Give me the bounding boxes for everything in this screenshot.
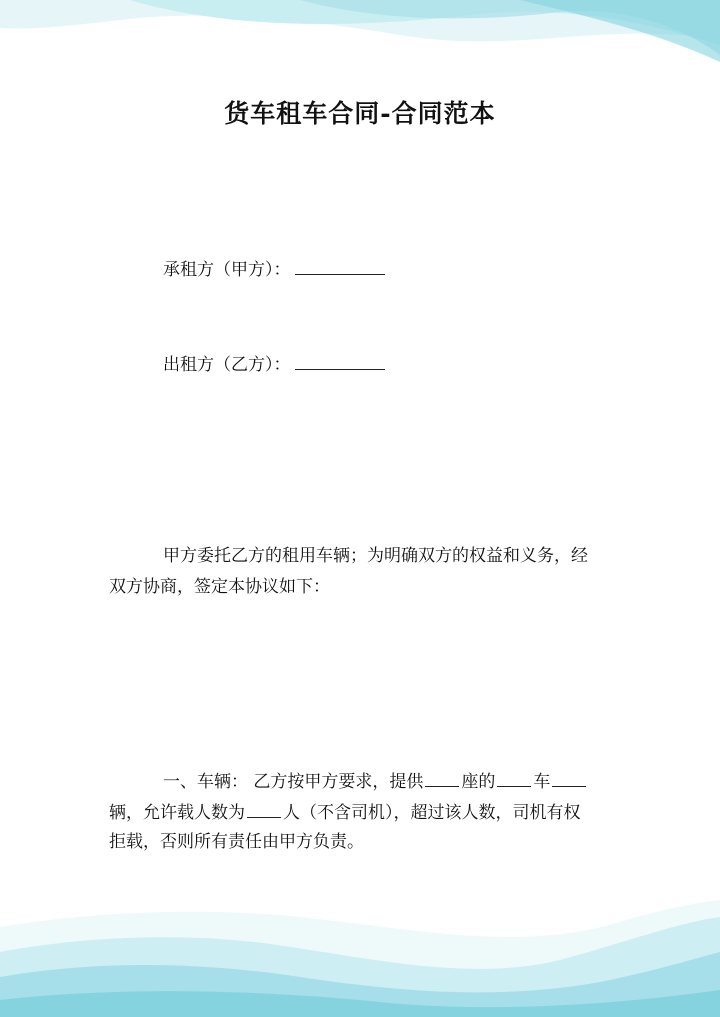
document-title: 货车租车合同-合同范本 [224, 99, 496, 128]
vehicle-count-blank [552, 770, 586, 787]
lessee-line [163, 258, 385, 280]
top-wave-decoration [0, 0, 720, 75]
clause-1-line-3: 拒载，否则所有责任由甲方负责。 [109, 832, 364, 852]
clause-1-text-a: 一、车辆： 乙方按甲方要求，提供 [163, 772, 424, 792]
bottom-wave-decoration [0, 882, 720, 1017]
clause-1-text-e: 人（不含司机），超过该人数，司机有权 [283, 803, 581, 823]
clause-1-line-2 [109, 801, 581, 823]
lessor-line [163, 353, 385, 375]
passenger-limit-blank [247, 801, 281, 818]
lessee-blank [295, 258, 385, 275]
vehicle-type-blank [497, 770, 531, 787]
intro-line-1: 甲方委托乙方的租用车辆；为明确双方的权益和义务，经 [163, 546, 588, 566]
clause-1-text-d: 辆，允许载人数为 [109, 803, 245, 823]
lessee-label: 承租方（甲方）： [163, 260, 291, 280]
clause-1-line-1 [163, 770, 588, 792]
lessor-blank [295, 353, 385, 370]
clause-1-text-c: 车 [533, 772, 551, 792]
intro-line-2: 双方协商，签定本协议如下： [109, 577, 330, 597]
seat-count-blank [425, 770, 459, 787]
lessor-label: 出租方（乙方）： [163, 355, 291, 375]
clause-1-text-b: 座的 [461, 772, 496, 792]
